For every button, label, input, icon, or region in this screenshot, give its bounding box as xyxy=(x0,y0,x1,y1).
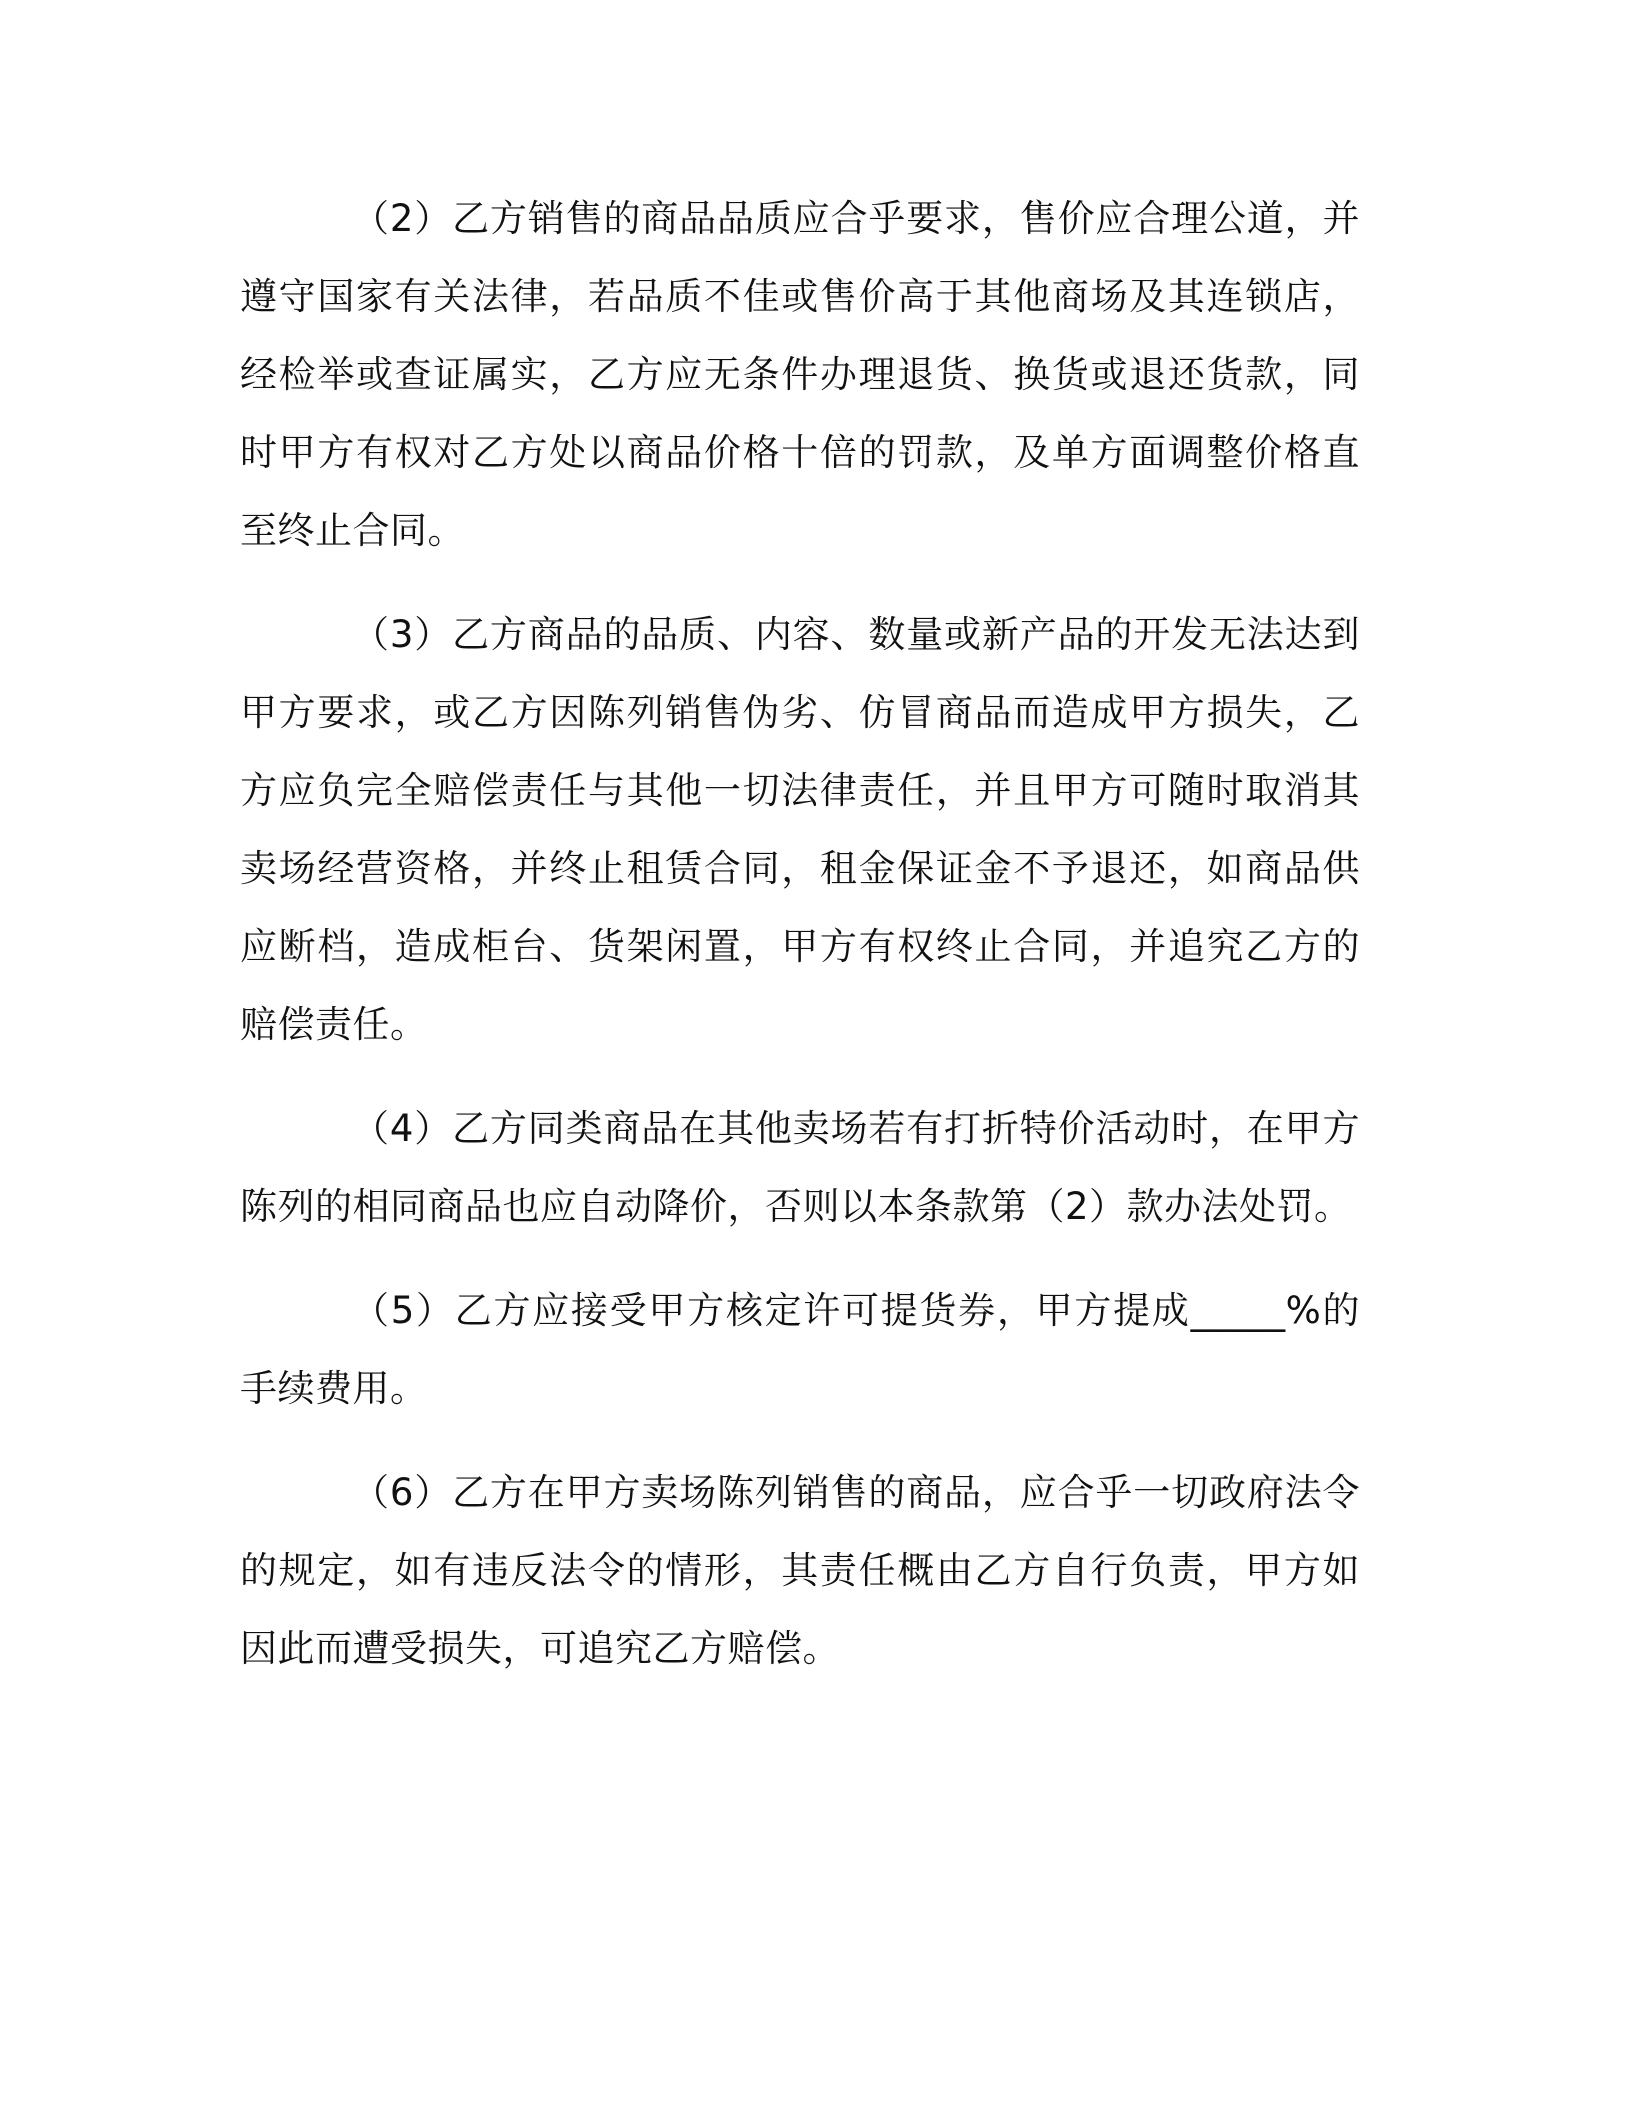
document-body xyxy=(240,180,1360,1714)
clause-6-paragraph: （6）乙方在甲方卖场陈列销售的商品，应合乎一切政府法令的规定，如有违反法令的情形，其责任概由乙方自行负责，甲方如因此而遭受损失，可追究乙方赔偿。 xyxy=(240,1471,1360,1670)
clause-2-paragraph: （2）乙方销售的商品品质应合乎要求，售价应合理公道，并遵守国家有关法律，若品质不佳或售价高于其他商场及其连锁店，经检举或查证属实，乙方应无条件办理退货、换货或退还货款，同时甲方有权对乙方处以商品价格十倍的罚款，及单方面调整价格直至终止合同。 xyxy=(240,197,1360,552)
clause-5-paragraph: （5）乙方应接受甲方核定许可提货券，甲方提成_____%的手续费用。 xyxy=(240,1289,1360,1410)
clause-3-paragraph: （3）乙方商品的品质、内容、数量或新产品的开发无法达到甲方要求，或乙方因陈列销售伪劣、仿冒商品而造成甲方损失，乙方应负完全赔偿责任与其他一切法律责任，并且甲方可随时取消其卖场经营资格，并终止租赁合同，租金保证金不予退还，如商品供应断档，造成柜台、货架闲置，甲方有权终止合同，并追究乙方的赔偿责任。 xyxy=(240,613,1360,1046)
clause-4-paragraph: （4）乙方同类商品在其他卖场若有打折特价活动时，在甲方陈列的相同商品也应自动降价，否则以本条款第（2）款办法处罚。 xyxy=(240,1107,1360,1228)
